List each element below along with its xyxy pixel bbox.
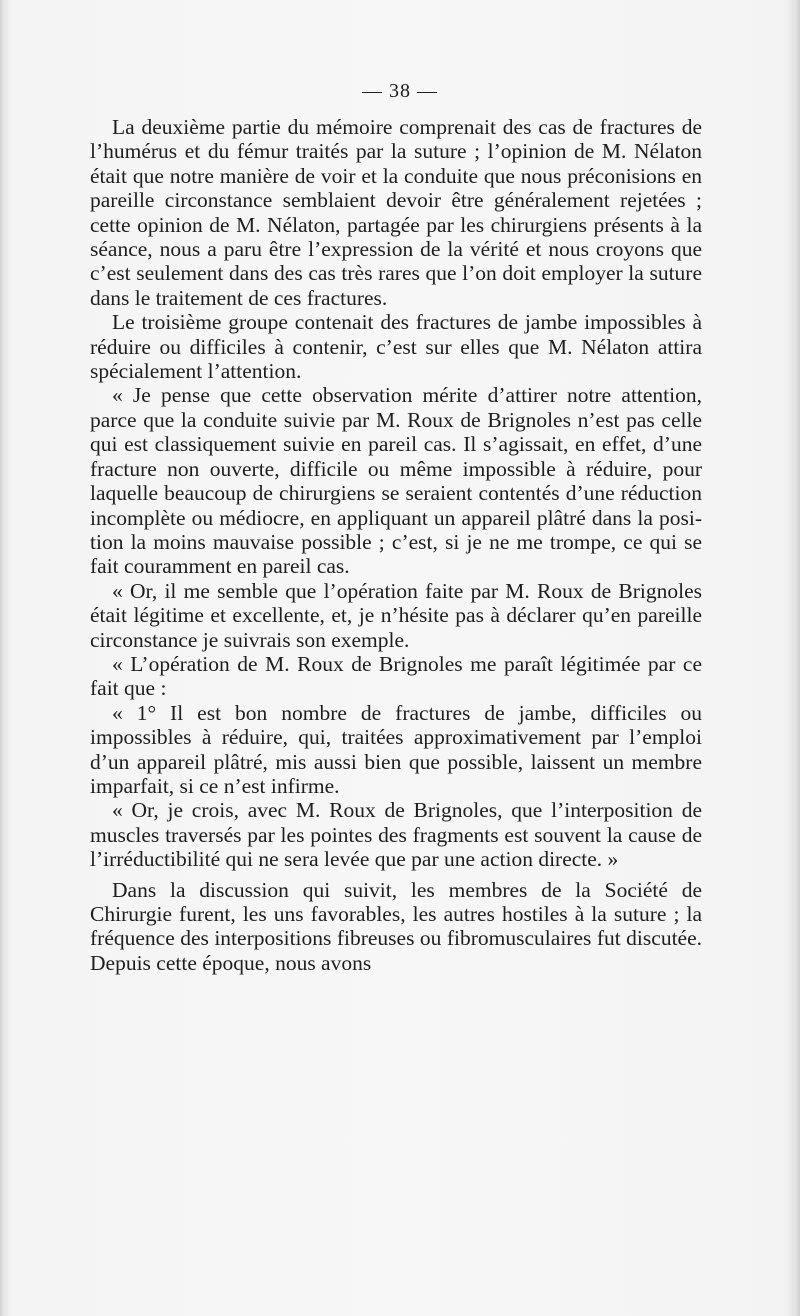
paragraph: « Or, il me semble que l’opération faite par M. Roux de Brignoles était légitime et excellente, et, je n’hésite pas à déclarer qu’en pareille circonstance je suivrais son exemple. bbox=[90, 578, 702, 652]
body-text bbox=[90, 115, 702, 975]
paragraph: Dans la discussion qui suivit, les membres de la Société de Chirurgie furent, les uns favorables, les autres hostiles à la suture ; la fréquence des interpositions fibreuses ou fibromusculaires fut discutée. Depuis cette époque, nous avons bbox=[90, 877, 702, 975]
page-number: — 38 — bbox=[362, 80, 438, 102]
paragraph: « 1° Il est bon nombre de fractures de jambe, difficiles ou impossibles à réduire, qui, traitées approximativement par l’emploi d’un appareil plâtré, mis aussi bien que possible, laissent un membre imparfait, si ce n’est infirme. bbox=[90, 700, 702, 798]
paragraph: « Or, je crois, avec M. Roux de Brignoles, que l’interposition de muscles traversés par les pointes des fragments est souvent la cause de l’irréductibilité qui ne sera levée que par une action directe. » bbox=[90, 798, 702, 872]
paragraph: « L’opération de M. Roux de Brignoles me paraît légitimée par ce fait que : bbox=[90, 651, 702, 701]
paragraph: « Je pense que cette observation mérite d’attirer notre attention, parce que la conduite suivie par M. Roux de Brignoles n’est pas celle qui est classiquement suivie en pareil cas. Il s’agissait, en effet, d’une fracture non ouverte, difficile ou même impossible à réduire, pour laquelle beaucoup de chirurgiens se seraient contentés d’une réduction incomplète ou médiocre, en appliquant un appareil plâtré dans la position la moins mauvaise possible ; c’est, si je ne me trompe, ce qui se fait couramment en pareil cas. bbox=[90, 383, 702, 579]
paragraph: La deuxième partie du mémoire comprenait des cas de fractures de l’humérus et du fémur traités par la suture ; l’opinion de M. Nélaton était que notre manière de voir et la conduite que nous préconisions en pareille circonstance semblaient devoir être généralement rejetées ; cette opinion de M. Nélaton, partagée par les chirurgiens présents à la séance, nous a paru être l’expression de la vérité et nous croyons que c’est seulement dans des cas très rares que l’on doit employer la suture dans le traitement de ces fractures. bbox=[90, 115, 702, 310]
paragraph: Le troisième groupe contenait des fractures de jambe impossibles à réduire ou difficiles à contenir, c’est sur elles que M. Nélaton attira spécialement l’attention. bbox=[90, 310, 702, 384]
